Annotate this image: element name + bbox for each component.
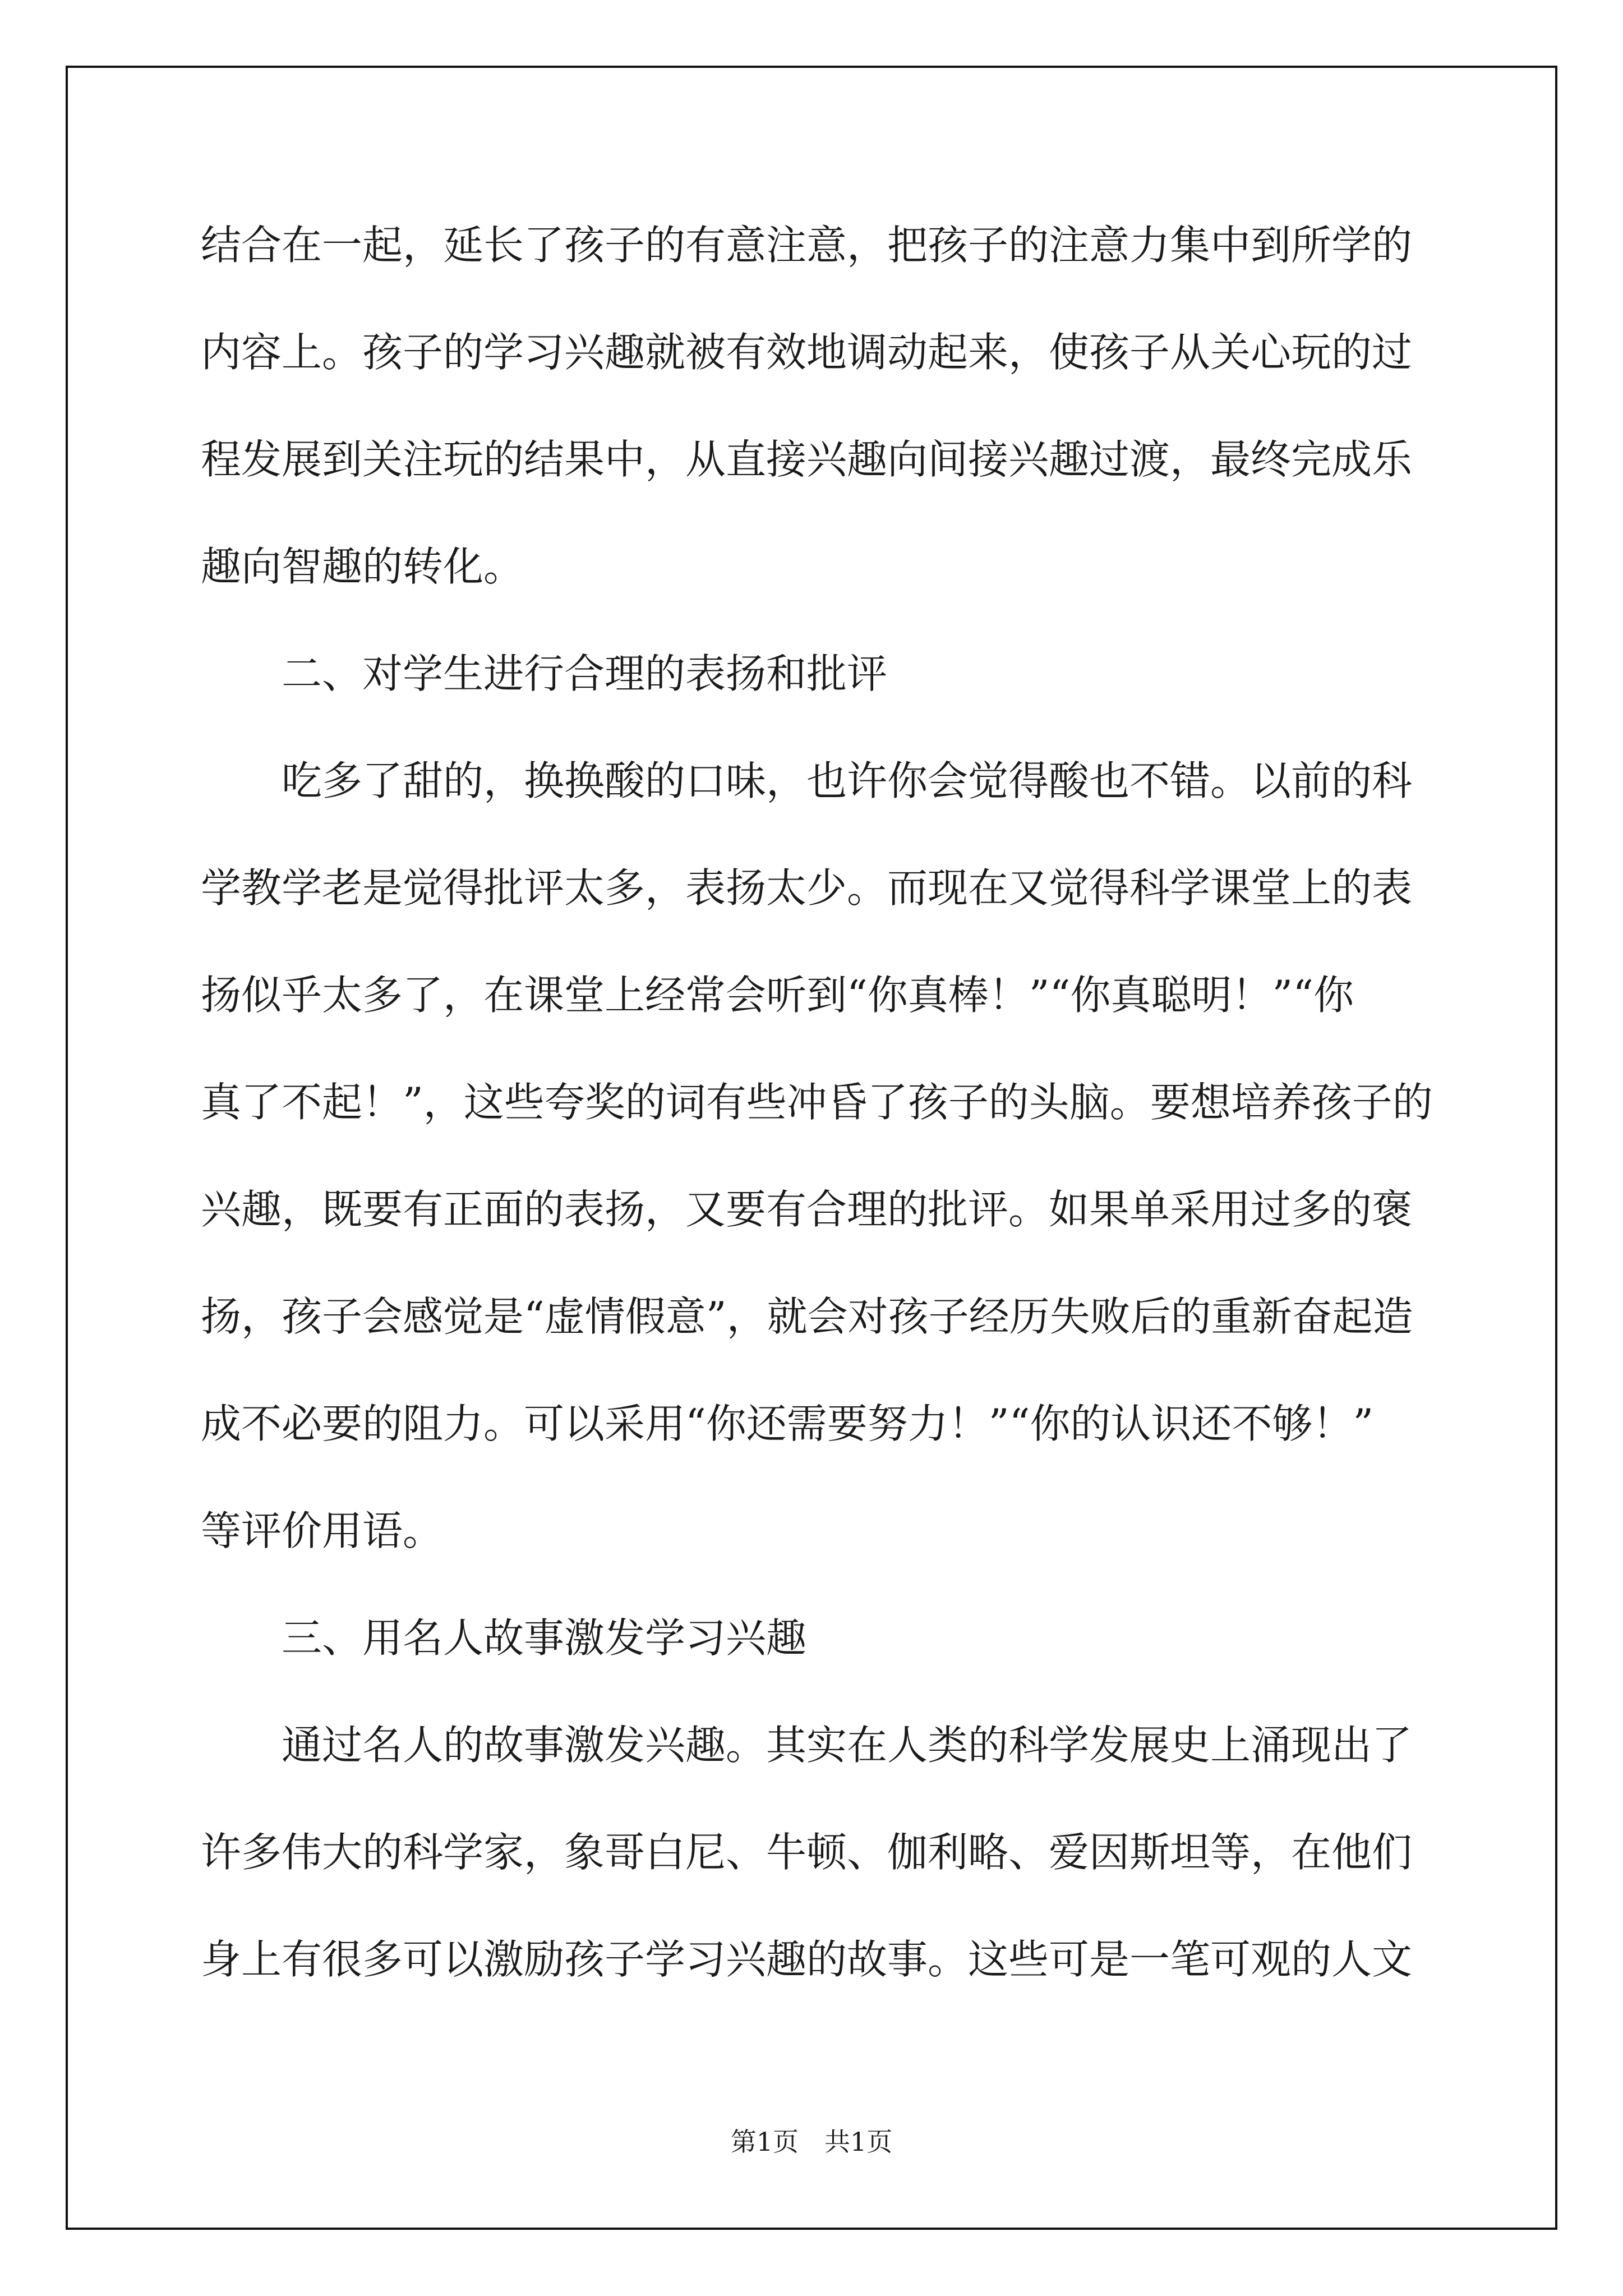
text-line: 身上有很多可以激励孩子学习兴趣的故事。这些可是一笔可观的人文: [201, 1936, 1413, 1983]
text-line: 趣向智趣的转化。: [201, 543, 524, 590]
text-line: 扬，孩子会感觉是“虚情假意”，就会对孩子经历失败后的重新奋起造: [201, 1293, 1413, 1340]
text-line: 兴趣，既要有正面的表扬，又要有合理的批评。如果单采用过多的褒: [201, 1186, 1413, 1233]
text-line: 成不必要的阻力。可以采用“你还需要努力！”“你的认识还不够！”: [201, 1400, 1374, 1447]
text-line: 结合在一起，延长了孩子的有意注意，把孩子的注意力集中到所学的: [201, 222, 1413, 269]
text-line: 扬似乎太多了，在课堂上经常会听到“你真棒！”“你真聪明！”“你: [201, 972, 1354, 1019]
text-line: 二、对学生进行合理的表扬和批评: [282, 650, 888, 697]
page-footer: 第1页 共1页: [730, 2127, 893, 2157]
text-line: 等评价用语。: [201, 1507, 444, 1554]
text-line: 三、用名人故事激发学习兴趣: [282, 1614, 807, 1662]
document-body: [201, 214, 1433, 2036]
text-line: 通过名人的故事激发兴趣。其实在人类的科学发展史上涌现出了: [282, 1722, 1413, 1769]
text-line: 吃多了甜的，换换酸的口味，也许你会觉得酸也不错。以前的科: [282, 757, 1413, 804]
text-line: 程发展到关注玩的结果中，从直接兴趣向间接兴趣过渡，最终完成乐: [201, 436, 1413, 483]
text-line: 学教学老是觉得批评太多，表扬太少。而现在又觉得科学课堂上的表: [201, 864, 1413, 912]
text-line: 真了不起！”，这些夸奖的词有些冲昏了孩子的头脑。要想培养孩子的: [201, 1079, 1433, 1126]
text-line: 许多伟大的科学家，象哥白尼、牛顿、伽利略、爱因斯坦等，在他们: [201, 1829, 1413, 1876]
text-line: 内容上。孩子的学习兴趣就被有效地调动起来，使孩子从关心玩的过: [201, 329, 1413, 376]
